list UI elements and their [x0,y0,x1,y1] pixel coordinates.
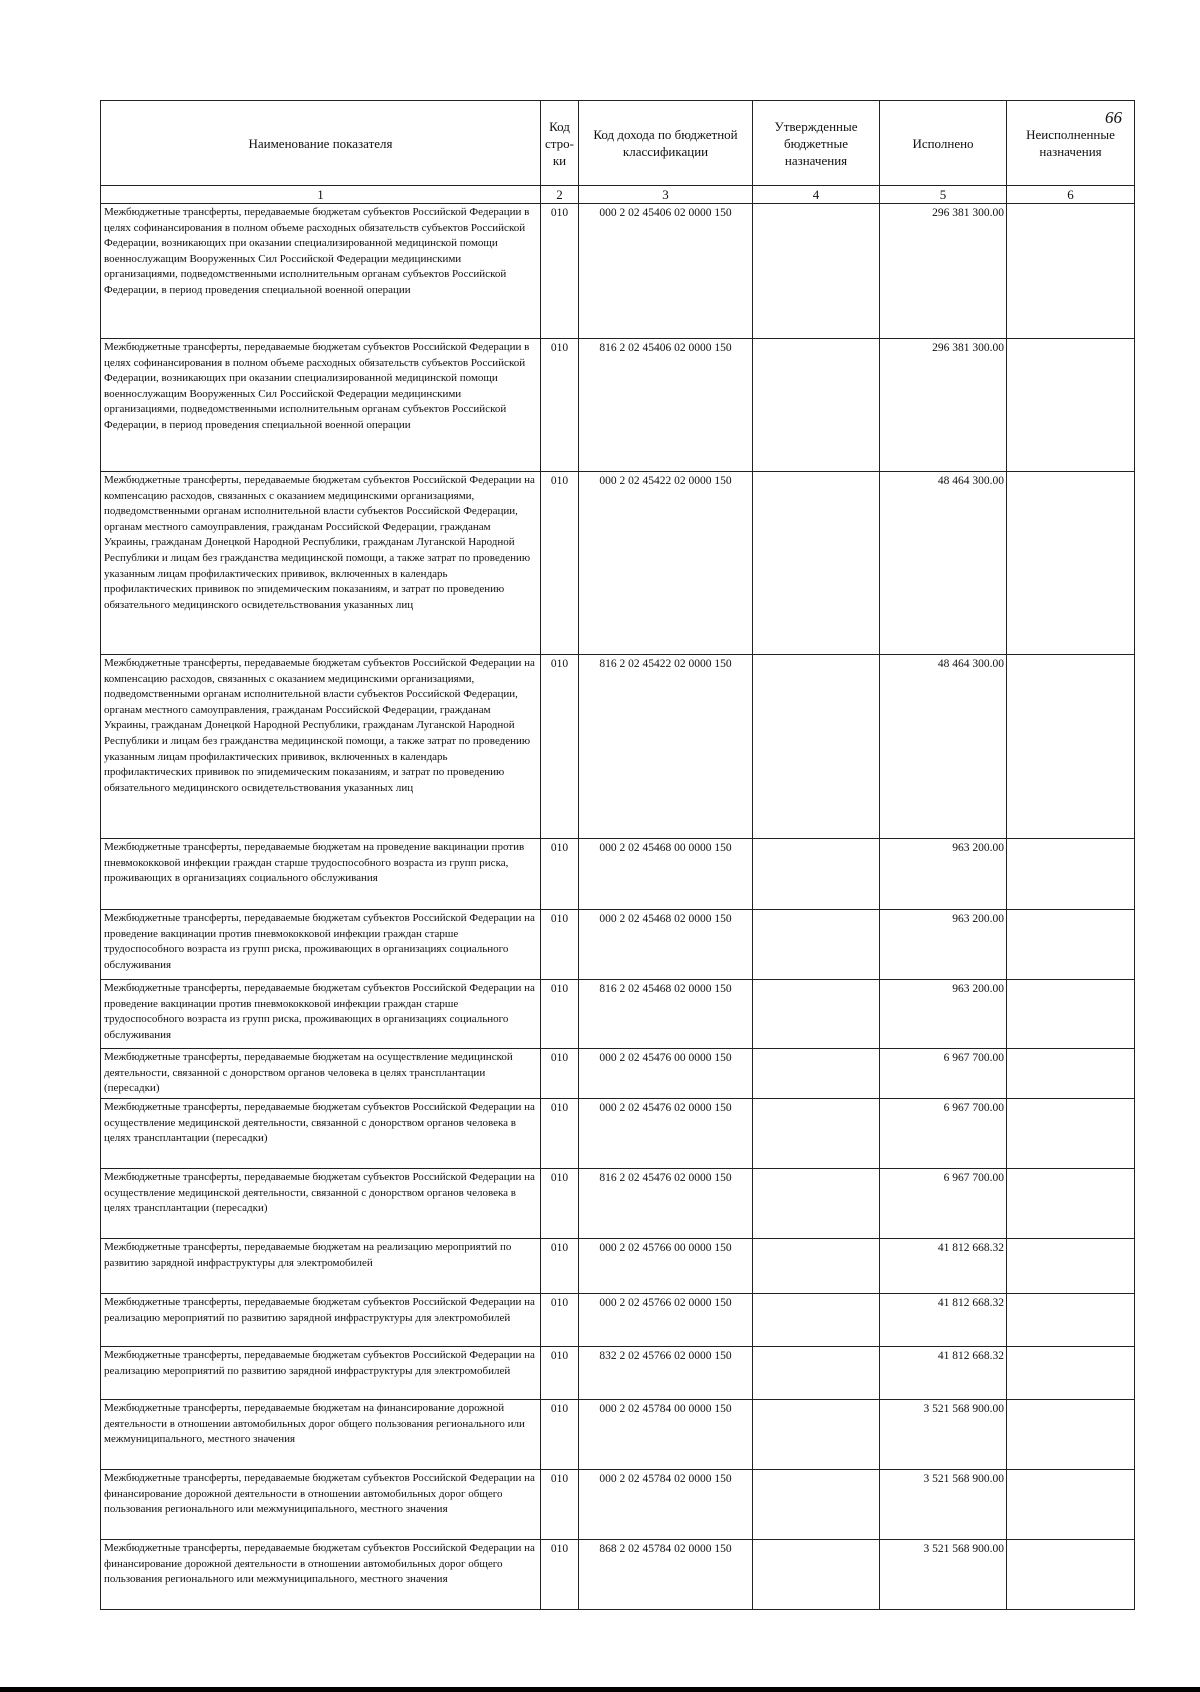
executed-cell: 41 812 668.32 [880,1239,1007,1294]
budget-revenue-table [100,100,1135,1610]
unexecuted-cell [1007,339,1135,472]
indicator-name-cell: Межбюджетные трансферты, передаваемые бюджетам субъектов Российской Федерации на проведение вакцинации против пневмококковой инфекции граждан старше трудоспособного возраста из групп риска, проживающих в организациях социального обслуживания [101,910,541,980]
table-header-row [101,101,1135,186]
revenue-code-cell: 000 2 02 45784 00 0000 150 [579,1400,753,1470]
line-code-cell: 010 [541,1099,579,1169]
approved-cell [753,339,880,472]
table-row [101,910,1135,980]
table-row [101,1049,1135,1099]
revenue-code-cell: 816 2 02 45406 02 0000 150 [579,339,753,472]
executed-cell: 48 464 300.00 [880,472,1007,655]
revenue-code-cell: 000 2 02 45784 02 0000 150 [579,1470,753,1540]
table-row [101,1400,1135,1470]
unexecuted-cell [1007,1347,1135,1400]
unexecuted-cell [1007,1049,1135,1099]
line-code-cell: 010 [541,980,579,1049]
indicator-name-cell: Межбюджетные трансферты, передаваемые бюджетам субъектов Российской Федерации на финансирование дорожной деятельности в отношении автомобильных дорог общего пользования регионального или межмуниципального, местного значения [101,1470,541,1540]
table-row [101,1239,1135,1294]
indicator-name-cell: Межбюджетные трансферты, передаваемые бюджетам на финансирование дорожной деятельности в отношении автомобильных дорог общего пользования регионального или межмуниципального, местного значения [101,1400,541,1470]
revenue-code-cell: 832 2 02 45766 02 0000 150 [579,1347,753,1400]
table-row [101,1470,1135,1540]
line-code-cell: 010 [541,655,579,839]
table-body [101,204,1135,1610]
unexecuted-cell [1007,1239,1135,1294]
revenue-code-cell: 000 2 02 45468 02 0000 150 [579,910,753,980]
executed-cell: 3 521 568 900.00 [880,1400,1007,1470]
executed-cell: 963 200.00 [880,910,1007,980]
line-code-cell: 010 [541,1470,579,1540]
unexecuted-cell [1007,839,1135,910]
executed-cell: 963 200.00 [880,839,1007,910]
line-code-cell: 010 [541,1400,579,1470]
unexecuted-cell [1007,980,1135,1049]
header-line-code: Код стро-ки [541,101,579,186]
unexecuted-cell [1007,472,1135,655]
line-code-cell: 010 [541,1347,579,1400]
line-code-cell: 010 [541,1294,579,1347]
indicator-name-cell: Межбюджетные трансферты, передаваемые бюджетам на реализацию мероприятий по развитию зарядной инфраструктуры для электромобилей [101,1239,541,1294]
approved-cell [753,1099,880,1169]
indicator-name-cell: Межбюджетные трансферты, передаваемые бюджетам субъектов Российской Федерации на проведение вакцинации против пневмококковой инфекции граждан старше трудоспособного возраста из групп риска, проживающих в организациях социального обслуживания [101,980,541,1049]
table-row [101,204,1135,339]
indicator-name-cell: Межбюджетные трансферты, передаваемые бюджетам субъектов Российской Федерации на компенсацию расходов, связанных с оказанием медицинскими организациями, подведомственными органам исполнительной власти субъектов Российской Федерации, органам местного самоуправления, гражданам Российской Федерации, гражданам Украины, гражданам Донецкой Народной Республики, гражданам Луганской Народной Республики и лицам без гражданства медицинской помощи, а также затрат по проведению указанным лицам профилактических прививок, включенных в календарь профилактических прививок по эпидемическим показаниям, и затрат по проведению обязательного медицинского освидетельствования указанных лиц [101,655,541,839]
indicator-name-cell: Межбюджетные трансферты, передаваемые бюджетам субъектов Российской Федерации на реализацию мероприятий по развитию зарядной инфраструктуры для электромобилей [101,1294,541,1347]
indicator-name-cell: Межбюджетные трансферты, передаваемые бюджетам субъектов Российской Федерации на финансирование дорожной деятельности в отношении автомобильных дорог общего пользования регионального или межмуниципального, местного значения [101,1540,541,1610]
revenue-code-cell: 816 2 02 45476 02 0000 150 [579,1169,753,1239]
approved-cell [753,1239,880,1294]
column-number: 5 [880,186,1007,204]
approved-cell [753,204,880,339]
unexecuted-cell [1007,1169,1135,1239]
executed-cell: 41 812 668.32 [880,1294,1007,1347]
table-row [101,472,1135,655]
table-row [101,655,1135,839]
header-approved: Утвержденные бюджетные назначения [753,101,880,186]
approved-cell [753,1169,880,1239]
table-row [101,1294,1135,1347]
approved-cell [753,910,880,980]
line-code-cell: 010 [541,339,579,472]
executed-cell: 6 967 700.00 [880,1099,1007,1169]
indicator-name-cell: Межбюджетные трансферты, передаваемые бюджетам на проведение вакцинации против пневмококковой инфекции граждан старше трудоспособного возраста из групп риска, проживающих в организациях социального обслуживания [101,839,541,910]
line-code-cell: 010 [541,1169,579,1239]
indicator-name-cell: Межбюджетные трансферты, передаваемые бюджетам субъектов Российской Федерации в целях софинансирования в полном объеме расходных обязательств субъектов Российской Федерации, возникающих при оказании специализированной медицинской помощи военнослужащим Вооруженных Сил Российской Федерации медицинскими организациями, подведомственными исполнительным органам субъектов Российской Федерации, в период проведения специальной военной операции [101,339,541,472]
indicator-name-cell: Межбюджетные трансферты, передаваемые бюджетам субъектов Российской Федерации на компенсацию расходов, связанных с оказанием медицинскими организациями, подведомственными органам исполнительной власти субъектов Российской Федерации, органам местного самоуправления, гражданам Российской Федерации, гражданам Украины, гражданам Донецкой Народной Республики, гражданам Луганской Народной Республики и лицам без гражданства медицинской помощи, а также затрат по проведению указанным лицам профилактических прививок, включенных в календарь профилактических прививок по эпидемическим показаниям, и затрат по проведению обязательного медицинского освидетельствования указанных лиц [101,472,541,655]
executed-cell: 48 464 300.00 [880,655,1007,839]
revenue-code-cell: 000 2 02 45766 02 0000 150 [579,1294,753,1347]
approved-cell [753,1049,880,1099]
table-row [101,1347,1135,1400]
unexecuted-cell [1007,910,1135,980]
unexecuted-cell [1007,1294,1135,1347]
column-number: 1 [101,186,541,204]
table-row [101,839,1135,910]
column-number: 2 [541,186,579,204]
approved-cell [753,980,880,1049]
column-number: 3 [579,186,753,204]
revenue-code-cell: 000 2 02 45422 02 0000 150 [579,472,753,655]
approved-cell [753,655,880,839]
revenue-code-cell: 000 2 02 45468 00 0000 150 [579,839,753,910]
column-number: 6 [1007,186,1135,204]
unexecuted-cell [1007,1400,1135,1470]
revenue-code-cell: 000 2 02 45766 00 0000 150 [579,1239,753,1294]
executed-cell: 963 200.00 [880,980,1007,1049]
executed-cell: 296 381 300.00 [880,339,1007,472]
table-row [101,339,1135,472]
executed-cell: 296 381 300.00 [880,204,1007,339]
line-code-cell: 010 [541,1049,579,1099]
revenue-code-cell: 816 2 02 45422 02 0000 150 [579,655,753,839]
revenue-code-cell: 868 2 02 45784 02 0000 150 [579,1540,753,1610]
indicator-name-cell: Межбюджетные трансферты, передаваемые бюджетам субъектов Российской Федерации на осуществление медицинской деятельности, связанной с донорством органов человека в целях трансплантации (пересадки) [101,1169,541,1239]
unexecuted-cell [1007,1540,1135,1610]
line-code-cell: 010 [541,839,579,910]
unexecuted-cell [1007,1099,1135,1169]
column-number-row [101,186,1135,204]
approved-cell [753,472,880,655]
approved-cell [753,1347,880,1400]
executed-cell: 6 967 700.00 [880,1049,1007,1099]
table-row [101,1540,1135,1610]
line-code-cell: 010 [541,472,579,655]
executed-cell: 3 521 568 900.00 [880,1470,1007,1540]
table-row [101,980,1135,1049]
revenue-code-cell: 000 2 02 45476 02 0000 150 [579,1099,753,1169]
column-number: 4 [753,186,880,204]
approved-cell [753,1294,880,1347]
page-number: 66 [1105,108,1122,127]
unexecuted-cell [1007,655,1135,839]
approved-cell [753,1540,880,1610]
line-code-cell: 010 [541,910,579,980]
header-indicator-name: Наименование показателя [101,101,541,186]
header-revenue-code: Код дохода по бюджетной классификации [579,101,753,186]
line-code-cell: 010 [541,204,579,339]
approved-cell [753,839,880,910]
indicator-name-cell: Межбюджетные трансферты, передаваемые бюджетам субъектов Российской Федерации на осуществление медицинской деятельности, связанной с донорством органов человека в целях трансплантации (пересадки) [101,1099,541,1169]
executed-cell: 6 967 700.00 [880,1169,1007,1239]
revenue-code-cell: 816 2 02 45468 02 0000 150 [579,980,753,1049]
executed-cell: 41 812 668.32 [880,1347,1007,1400]
header-executed: Исполнено [880,101,1007,186]
indicator-name-cell: Межбюджетные трансферты, передаваемые бюджетам субъектов Российской Федерации на реализацию мероприятий по развитию зарядной инфраструктуры для электромобилей [101,1347,541,1400]
approved-cell [753,1400,880,1470]
indicator-name-cell: Межбюджетные трансферты, передаваемые бюджетам субъектов Российской Федерации в целях софинансирования в полном объеме расходных обязательств субъектов Российской Федерации, возникающих при оказании специализированной медицинской помощи военнослужащим Вооруженных Сил Российской Федерации медицинскими организациями, подведомственными исполнительным органам субъектов Российской Федерации, в период проведения специальной военной операции [101,204,541,339]
scan-edge-stripe [0,1687,1200,1692]
unexecuted-cell [1007,204,1135,339]
table-row [101,1099,1135,1169]
approved-cell [753,1470,880,1540]
indicator-name-cell: Межбюджетные трансферты, передаваемые бюджетам на осуществление медицинской деятельности, связанной с донорством органов человека в целях трансплантации (пересадки) [101,1049,541,1099]
line-code-cell: 010 [541,1540,579,1610]
header-unexecuted: Неисполненные назначения [1007,101,1135,186]
unexecuted-cell [1007,1470,1135,1540]
revenue-code-cell: 000 2 02 45406 02 0000 150 [579,204,753,339]
line-code-cell: 010 [541,1239,579,1294]
executed-cell: 3 521 568 900.00 [880,1540,1007,1610]
revenue-code-cell: 000 2 02 45476 00 0000 150 [579,1049,753,1099]
table-row [101,1169,1135,1239]
